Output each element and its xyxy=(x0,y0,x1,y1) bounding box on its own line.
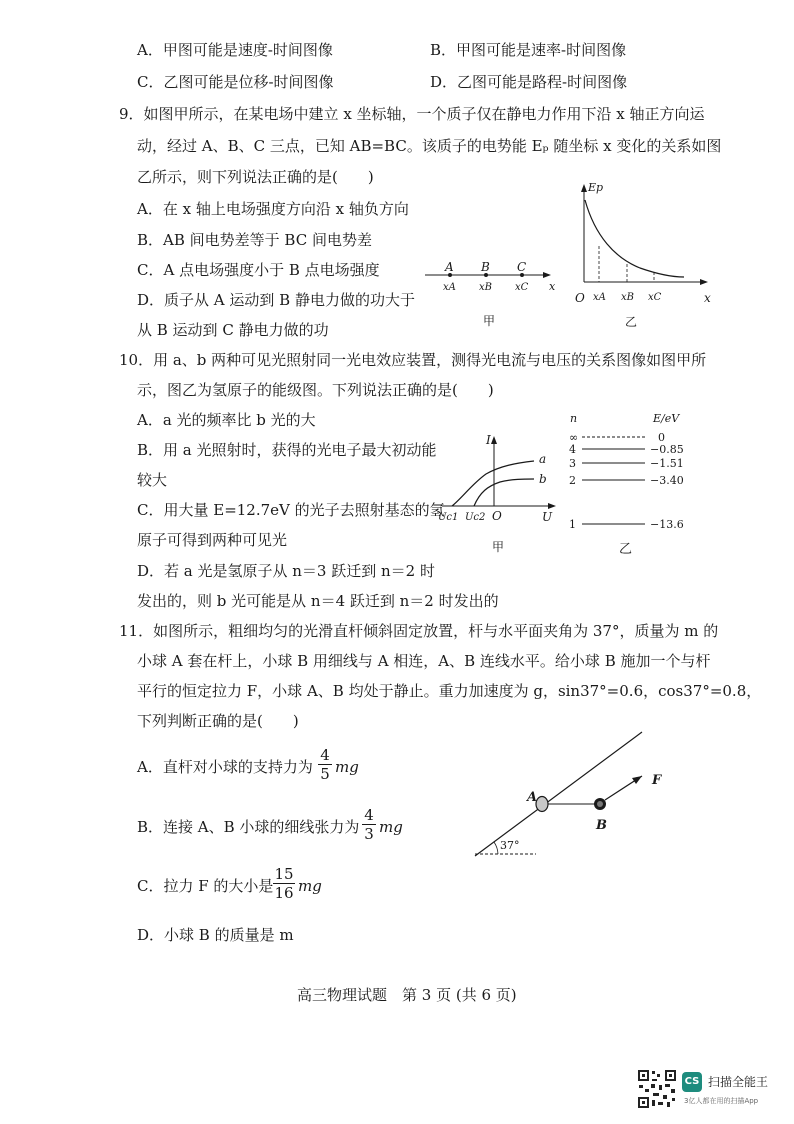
q11-option-b-fraction: 4 3 xyxy=(362,807,376,842)
q11-option-c-unit: mg xyxy=(298,877,322,895)
q9-option-b: B．AB 间电势差等于 BC 间电势差 xyxy=(137,231,372,249)
ball-a xyxy=(536,797,548,812)
inclined-rod xyxy=(475,732,642,856)
q9-figure-jia xyxy=(425,255,565,335)
level-1 xyxy=(569,518,684,531)
q11-stem-line2: 小球 A 套在杆上，小球 B 用细线与 A 相连，A、B 连线水平。给小球 B 施加一个与杆 xyxy=(137,652,711,670)
q9-option-d-line1: D．质子从 A 运动到 B 静电力做的功大于 xyxy=(137,291,415,309)
angle-label: 37° xyxy=(500,839,520,852)
ep-curve xyxy=(585,200,684,277)
svg-text:2: 2 xyxy=(569,474,576,487)
q9-stem-line2: 动，经过 A、B、C 三点，已知 AB=BC。该质子的电势能 Eₚ 随坐标 x 变化的关系如图 xyxy=(137,137,722,155)
q10-option-d-line2: 发出的，则 b 光可能是从 n＝4 跃迁到 n＝2 时发出的 xyxy=(137,592,499,610)
label-a: a xyxy=(539,452,547,466)
q10-option-b-line2: 较大 xyxy=(137,471,168,489)
q9-stem-line3: 乙所示，则下列说法正确的是( ) xyxy=(137,168,374,186)
qr-code-icon xyxy=(637,1069,677,1109)
svg-text:1: 1 xyxy=(569,518,576,531)
q11-option-a-unit: mg xyxy=(335,758,359,776)
label-uc1: Uc1 xyxy=(438,512,459,523)
q11-option-d: D．小球 B 的质量是 m xyxy=(137,926,294,944)
q10-figure-jia xyxy=(438,430,563,555)
svg-text:−0.85: −0.85 xyxy=(650,443,684,456)
camscanner-tagline: 3亿人都在用的扫描App xyxy=(684,1097,759,1105)
q11-option-c-text: C．拉力 F 的大小是 xyxy=(137,877,274,895)
q8-option-a: A．甲图可能是速度-时间图像 xyxy=(137,41,333,59)
q11-option-c-fraction: 15 16 xyxy=(274,865,294,902)
q11-figure xyxy=(470,730,670,865)
label-a: A xyxy=(445,260,454,274)
curve-b xyxy=(474,479,534,506)
svg-text:−1.51: −1.51 xyxy=(650,457,684,470)
label-x: x xyxy=(704,291,711,305)
q8-option-b: B．甲图可能是速率-时间图像 xyxy=(430,41,627,59)
label-xb: xB xyxy=(621,292,634,303)
label-xb: xB xyxy=(479,282,492,293)
q11-stem-line1: 11．如图所示，粗细均匀的光滑直杆倾斜固定放置，杆与水平面夹角为 37°，质量为 m 的 xyxy=(119,622,719,640)
label-uc2: Uc2 xyxy=(465,512,486,523)
origin-o: O xyxy=(575,291,585,305)
ball-b-highlight xyxy=(597,801,603,807)
q10-figure-yi xyxy=(565,410,705,532)
origin-o: O xyxy=(492,509,502,523)
q8-option-c: C．乙图可能是位移-时间图像 xyxy=(137,73,334,91)
caption-yi: 乙 xyxy=(625,315,638,329)
e-header: E/eV xyxy=(653,412,680,425)
q10-stem-line1: 10．用 a、b 两种可见光照射同一光电效应装置，测得光电流与电压的关系图像如图甲所 xyxy=(119,351,707,369)
level-2 xyxy=(569,474,684,487)
q10-option-b-line1: B．用 a 光照射时，获得的光电子最大初动能 xyxy=(137,441,437,459)
svg-text:4: 4 xyxy=(569,443,576,456)
label-a: A xyxy=(527,790,538,805)
caption-jia: 甲 xyxy=(492,540,505,554)
ylabel-ep: Ep xyxy=(588,181,604,194)
label-b: B xyxy=(481,260,490,274)
q11-option-b-unit: mg xyxy=(379,818,403,836)
q10-option-c-line1: C．用大量 E=12.7eV 的光子去照射基态的氢 xyxy=(137,501,445,519)
q9-option-a: A．在 x 轴上电场强度方向沿 x 轴负方向 xyxy=(137,200,409,218)
label-xa: xA xyxy=(593,292,606,303)
label-f: F xyxy=(652,773,662,788)
q9-option-c: C．A 点电场强度小于 B 点电场强度 xyxy=(137,261,380,279)
q9-stem-line1: 9．如图甲所示，在某电场中建立 x 坐标轴，一个质子仅在静电力作用下沿 x 轴正方向运 xyxy=(119,105,705,123)
level-4 xyxy=(569,443,684,456)
q10-caption-yi: 乙 xyxy=(619,542,633,557)
q11-option-a-fraction: 4 5 xyxy=(318,747,332,782)
caption-jia: 甲 xyxy=(483,314,496,328)
svg-text:0: 0 xyxy=(658,431,665,444)
q10-stem-line2: 示，图乙为氢原子的能级图。下列说法正确的是( ) xyxy=(137,381,494,399)
label-xa: xA xyxy=(443,282,456,293)
q9-option-d-line2: 从 B 运动到 C 静电力做的功 xyxy=(137,321,329,339)
page-footer: 高三物理试题 第 3 页 (共 6 页) xyxy=(297,986,517,1004)
q10-option-a: A．a 光的频率比 b 光的大 xyxy=(137,411,316,429)
ylabel-i: I xyxy=(486,433,491,447)
q10-option-c-line2: 原子可得到两种可见光 xyxy=(137,531,288,549)
q11-stem-line3: 平行的恒定拉力 F，小球 A、B 均处于静止。重力加速度为 g，sin37°=0.6，cos37°=0.8， xyxy=(137,682,762,700)
camscanner-logo-icon: CS xyxy=(682,1072,702,1092)
xlabel-u: U xyxy=(542,510,553,524)
label-c: C xyxy=(517,260,527,274)
label-xc: xC xyxy=(515,282,529,293)
svg-text:∞: ∞ xyxy=(569,431,579,444)
label-b: B xyxy=(596,818,607,833)
svg-text:−13.6: −13.6 xyxy=(650,518,684,531)
q11-stem-line4: 下列判断正确的是( ) xyxy=(137,712,299,730)
curve-a xyxy=(452,461,534,506)
label-xc: xC xyxy=(648,292,662,303)
q11-option-a-text: A．直杆对小球的支持力为 xyxy=(137,758,313,776)
svg-text:−3.40: −3.40 xyxy=(650,474,684,487)
level-3 xyxy=(569,457,684,470)
n-header: n xyxy=(570,412,578,425)
q8-option-d: D．乙图可能是路程-时间图像 xyxy=(430,73,628,91)
label-b: b xyxy=(539,472,547,486)
label-x: x xyxy=(549,280,556,293)
q9-figure-yi xyxy=(570,178,720,333)
q11-option-b-text: B．连接 A、B 小球的细线张力为 xyxy=(137,818,360,836)
camscanner-name: 扫描全能王 xyxy=(708,1075,769,1089)
q10-option-d-line1: D．若 a 光是氢原子从 n＝3 跃迁到 n＝2 时 xyxy=(137,562,435,580)
svg-text:3: 3 xyxy=(569,457,576,470)
